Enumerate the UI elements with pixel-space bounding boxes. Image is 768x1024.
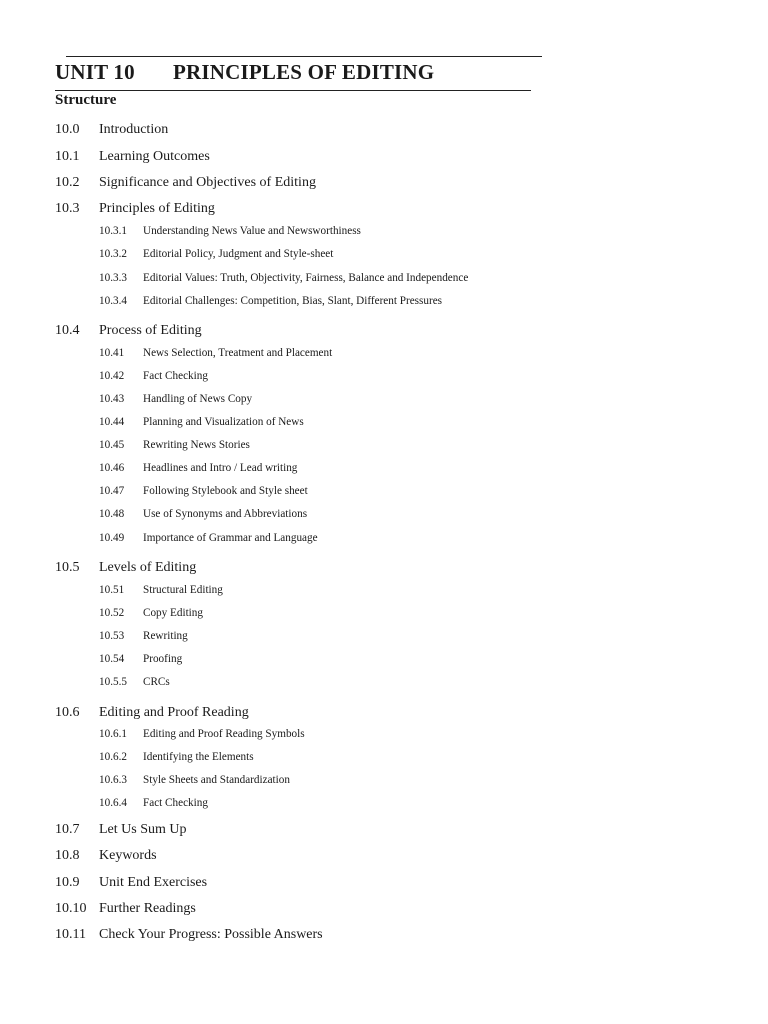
toc-subentry-title: Headlines and Intro / Lead writing: [143, 462, 298, 474]
toc-subentry-number: 10.6.1: [99, 728, 127, 740]
toc-subentry-number: 10.49: [99, 532, 125, 544]
toc-entry-number: 10.2: [55, 175, 80, 190]
toc-subentry-title: Editorial Challenges: Competition, Bias, Slant, Different Pressures: [143, 295, 443, 307]
toc-subentry-number: 10.5.5: [99, 676, 127, 688]
unit-title: [55, 60, 434, 85]
toc-subentry-title: Copy Editing: [143, 607, 203, 619]
toc-subentry-number: 10.45: [99, 439, 125, 451]
toc-subentry-number: 10.6.3: [99, 774, 127, 786]
toc-entry-number: 10.3: [55, 201, 80, 216]
toc-subentry-number: 10.44: [99, 416, 125, 428]
toc-entry-title: Further Readings: [99, 901, 196, 916]
toc-subentry-title: Proofing: [143, 653, 183, 665]
toc-subentry-title: Fact Checking: [143, 797, 208, 809]
toc-subentry-title: Editorial Policy, Judgment and Style-sheet: [143, 248, 334, 260]
toc-subentry-number: 10.3.2: [99, 248, 127, 260]
toc-entry-title: Check Your Progress: Possible Answers: [99, 927, 323, 942]
toc-entry-number: 10.9: [55, 875, 80, 890]
toc-subentry-number: 10.43: [99, 393, 125, 405]
toc-entry-title: Process of Editing: [99, 323, 202, 338]
toc-subentry-title: Planning and Visualization of News: [143, 416, 304, 428]
toc-subentry-number: 10.6.4: [99, 797, 127, 809]
toc-subentry-number: 10.42: [99, 370, 125, 382]
toc-entry-number: 10.1: [55, 149, 80, 164]
toc-subentry-title: Handling of News Copy: [143, 393, 253, 405]
toc-subentry-number: 10.46: [99, 462, 125, 474]
toc-entry-number: 10.7: [55, 822, 80, 837]
toc-entry-title: Learning Outcomes: [99, 149, 210, 164]
unit-number: UNIT 10: [55, 60, 135, 84]
toc-subentry-title: Style Sheets and Standardization: [143, 774, 290, 786]
toc-subentry-title: Fact Checking: [143, 370, 208, 382]
toc-subentry-title: News Selection, Treatment and Placement: [143, 347, 333, 359]
toc-entry-number: 10.11: [55, 927, 86, 942]
toc-entry-number: 10.6: [55, 705, 80, 720]
toc-subentry-number: 10.52: [99, 607, 125, 619]
header-bottom-rule: [55, 90, 531, 91]
header-top-rule: [66, 56, 542, 57]
toc-entry-number: 10.0: [55, 122, 80, 137]
toc-subentry-number: 10.3.4: [99, 295, 127, 307]
toc-entry-title: Significance and Objectives of Editing: [99, 175, 316, 190]
toc-subentry-title: Rewriting: [143, 630, 188, 642]
toc-subentry-number: 10.3.3: [99, 272, 127, 284]
toc-subentry-number: 10.53: [99, 630, 125, 642]
toc-subentry-number: 10.3.1: [99, 225, 127, 237]
toc-subentry-title: Editorial Values: Truth, Objectivity, Fairness, Balance and Independence: [143, 272, 469, 284]
toc-subentry-number: 10.54: [99, 653, 125, 665]
toc-entry-title: Keywords: [99, 848, 157, 863]
toc-entry-title: Principles of Editing: [99, 201, 215, 216]
toc-entry-title: Levels of Editing: [99, 560, 197, 575]
toc-subentry-title: Rewriting News Stories: [143, 439, 250, 451]
toc-entry-title: Editing and Proof Reading: [99, 705, 249, 720]
toc-subentry-title: Structural Editing: [143, 584, 223, 596]
toc-subentry-title: Editing and Proof Reading Symbols: [143, 728, 305, 740]
toc-subentry-number: 10.51: [99, 584, 125, 596]
unit-name: PRINCIPLES OF EDITING: [173, 60, 435, 84]
toc-subentry-title: Following Stylebook and Style sheet: [143, 485, 308, 497]
toc-subentry-title: Importance of Grammar and Language: [143, 532, 318, 544]
toc-entry-number: 10.8: [55, 848, 80, 863]
toc-subentry-title: Use of Synonyms and Abbreviations: [143, 508, 308, 520]
toc-entry-number: 10.10: [55, 901, 87, 916]
toc-entry-title: Introduction: [99, 122, 169, 137]
toc-subentry-title: Understanding News Value and Newsworthiness: [143, 225, 361, 237]
toc-subentry-title: CRCs: [143, 676, 170, 688]
toc-entry-number: 10.5: [55, 560, 80, 575]
structure-heading: Structure: [55, 92, 117, 108]
toc-entry-title: Unit End Exercises: [99, 875, 208, 890]
toc-entry-number: 10.4: [55, 323, 80, 338]
toc-subentry-number: 10.48: [99, 508, 125, 520]
toc-subentry-title: Identifying the Elements: [143, 751, 254, 763]
toc-subentry-number: 10.47: [99, 485, 125, 497]
toc-entry-title: Let Us Sum Up: [99, 822, 187, 837]
toc-subentry-number: 10.41: [99, 347, 125, 359]
toc-subentry-number: 10.6.2: [99, 751, 127, 763]
